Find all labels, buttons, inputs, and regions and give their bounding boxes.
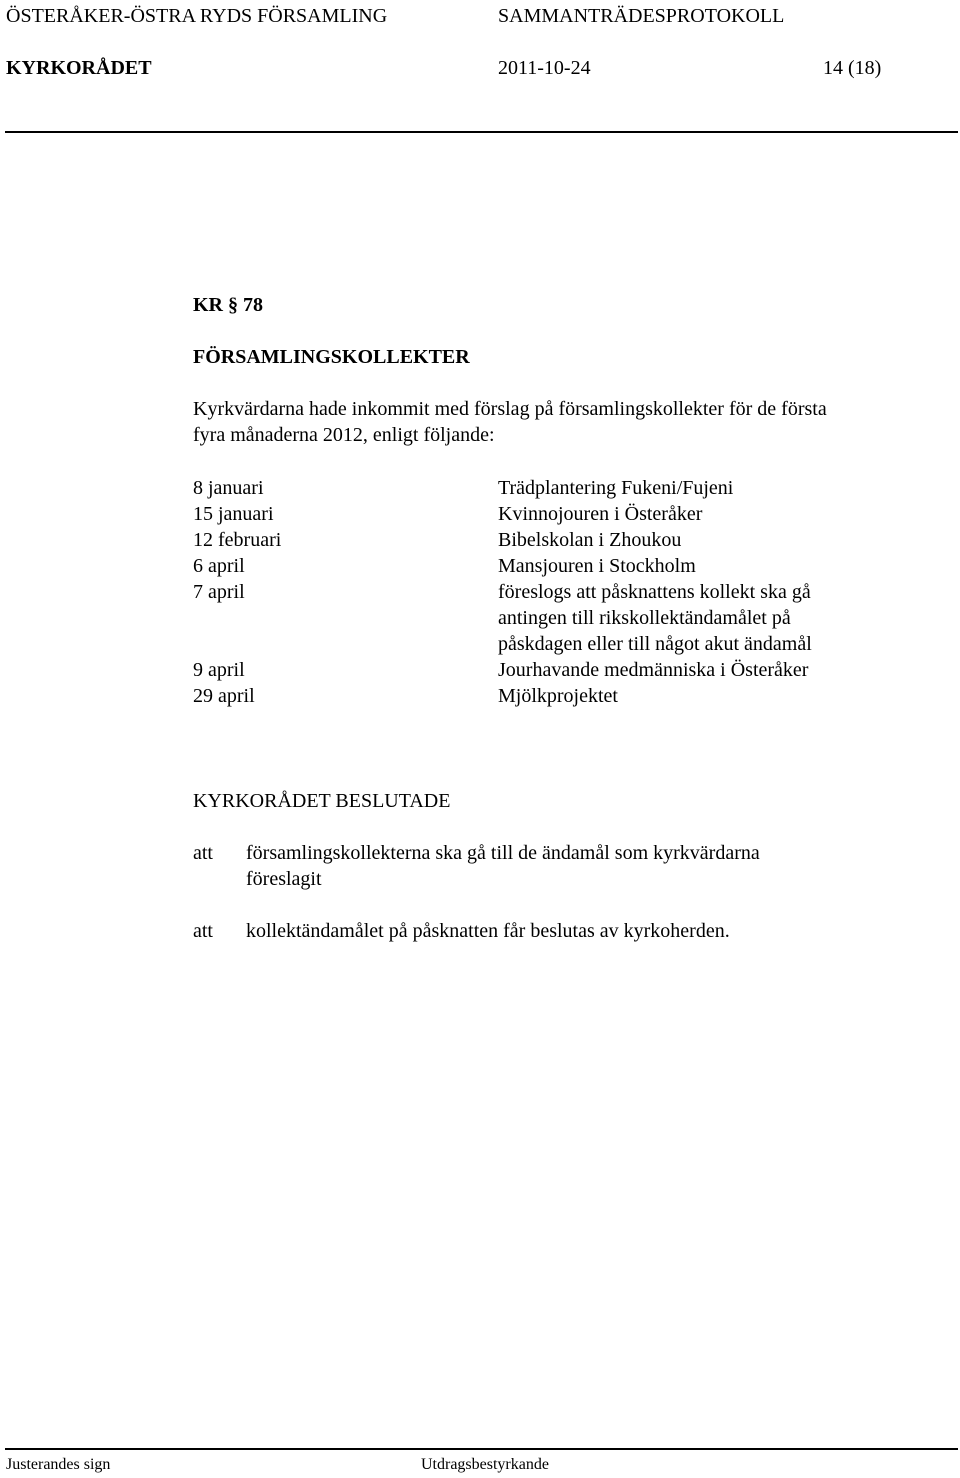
schedule-date: 8 januari: [193, 477, 264, 499]
parish-name: ÖSTERÅKER-ÖSTRA RYDS FÖRSAMLING: [6, 5, 388, 27]
header-rule: [5, 131, 958, 133]
schedule-date: 6 april: [193, 555, 245, 577]
schedule-date: 9 april: [193, 659, 245, 681]
page-number: 14 (18): [823, 57, 882, 79]
schedule-purpose: Trädplantering Fukeni/Fujeni: [498, 477, 734, 499]
meeting-date: 2011-10-24: [498, 57, 591, 79]
schedule-purpose: påskdagen eller till något akut ändamål: [498, 633, 812, 655]
decision-heading: KYRKORÅDET BESLUTADE: [193, 790, 451, 812]
schedule-purpose: Mjölkprojektet: [498, 685, 618, 707]
certification-label: Utdragsbestyrkande: [421, 1456, 549, 1473]
section-number: KR § 78: [193, 294, 263, 316]
schedule-purpose: Jourhavande medmänniska i Österåker: [498, 659, 809, 681]
schedule-date: 15 januari: [193, 503, 274, 525]
section-title: FÖRSAMLINGSKOLLEKTER: [193, 346, 470, 368]
decision-text: församlingskollekterna ska gå till de ändamål som kyrkvärdarna: [246, 842, 760, 864]
signature-label: Justerandes sign: [6, 1456, 111, 1473]
footer-rule: [5, 1448, 958, 1450]
schedule-purpose: Mansjouren i Stockholm: [498, 555, 696, 577]
decision-marker: att: [193, 920, 213, 942]
intro-line-1: Kyrkvärdarna hade inkommit med förslag på församlingskollekter för de första: [193, 398, 827, 420]
schedule-date: 7 april: [193, 581, 245, 603]
schedule-purpose: antingen till rikskollektändamålet på: [498, 607, 791, 629]
decision-text: kollektändamålet på påsknatten får beslutas av kyrkoherden.: [246, 920, 730, 942]
intro-line-2: fyra månaderna 2012, enligt följande:: [193, 424, 495, 446]
decision-marker: att: [193, 842, 213, 864]
schedule-date: 29 april: [193, 685, 255, 707]
body-name: KYRKORÅDET: [6, 57, 152, 79]
schedule-purpose: Kvinnojouren i Österåker: [498, 503, 703, 525]
document-type: SAMMANTRÄDESPROTOKOLL: [498, 5, 785, 27]
schedule-date: 12 februari: [193, 529, 282, 551]
schedule-purpose: Bibelskolan i Zhoukou: [498, 529, 682, 551]
decision-text: föreslagit: [246, 868, 322, 890]
schedule-purpose: föreslogs att påsknattens kollekt ska gå: [498, 581, 811, 603]
